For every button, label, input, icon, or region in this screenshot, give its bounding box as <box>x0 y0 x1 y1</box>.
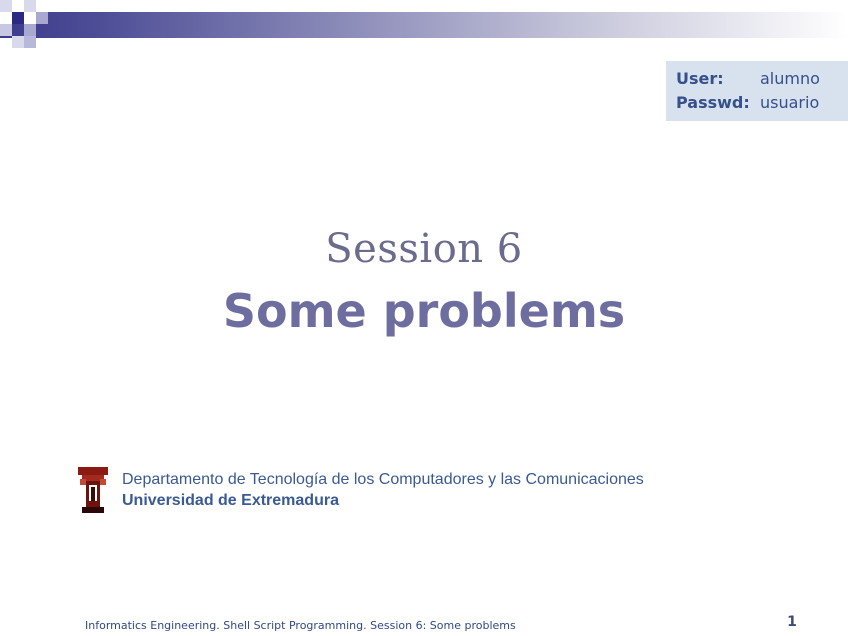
university-crest-icon <box>76 465 110 515</box>
department-name: Departamento de Tecnología de los Computadores y las Comunicaciones <box>122 471 644 488</box>
credentials-box <box>666 61 848 121</box>
user-label: User: <box>676 69 724 88</box>
university-name: Universidad de Extremadura <box>122 492 339 509</box>
passwd-row <box>676 93 819 112</box>
session-subtitle: Session 6 <box>325 226 523 272</box>
user-row <box>676 69 820 88</box>
header-gradient-bar <box>0 12 848 38</box>
slide-title: Some problems <box>222 284 626 338</box>
passwd-value: usuario <box>760 93 820 112</box>
passwd-label: Passwd: <box>676 93 750 112</box>
footer-text: Informatics Engineering. Shell Script Programming. Session 6: Some problems <box>85 619 516 632</box>
page-number: 1 <box>787 614 797 630</box>
user-value: alumno <box>760 69 820 88</box>
